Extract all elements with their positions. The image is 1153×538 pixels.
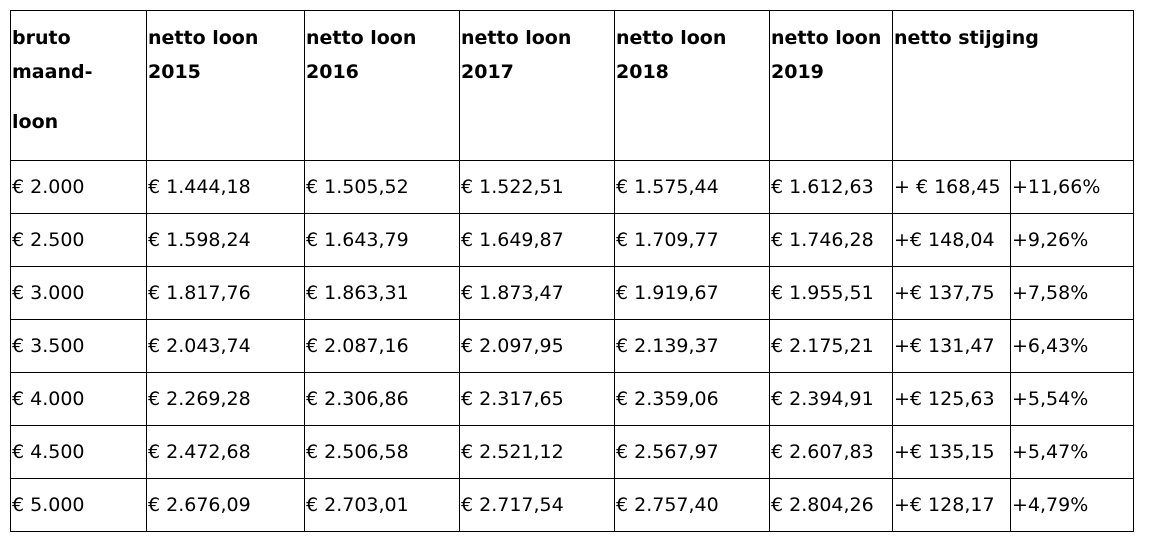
cell-stijging-percentage: +5,54% <box>1011 373 1134 426</box>
header-bruto-maandloon: bruto maand- loon <box>11 11 147 161</box>
cell-stijging-percentage: +6,43% <box>1011 320 1134 373</box>
cell-stijging-percentage: +11,66% <box>1011 161 1134 214</box>
cell-stijging-bedrag: +€ 148,04 <box>893 214 1011 267</box>
cell-netto-2016: € 1.643,79 <box>305 214 460 267</box>
table-row <box>11 214 1134 267</box>
cell-stijging-bedrag: +€ 128,17 <box>893 479 1011 532</box>
table-row <box>11 161 1134 214</box>
cell-netto-2015: € 2.043,74 <box>147 320 305 373</box>
table-row <box>11 320 1134 373</box>
table-row <box>11 267 1134 320</box>
cell-netto-2019: € 2.607,83 <box>770 426 893 479</box>
cell-netto-2018: € 2.139,37 <box>615 320 770 373</box>
header-netto-2015: netto loon 2015 <box>147 11 305 161</box>
table-row <box>11 373 1134 426</box>
table-row <box>11 426 1134 479</box>
cell-netto-2015: € 2.676,09 <box>147 479 305 532</box>
cell-bruto: € 2.500 <box>11 214 147 267</box>
cell-netto-2017: € 2.097,95 <box>460 320 615 373</box>
cell-bruto: € 5.000 <box>11 479 147 532</box>
cell-netto-2015: € 1.444,18 <box>147 161 305 214</box>
header-netto-2018: netto loon 2018 <box>615 11 770 161</box>
cell-netto-2018: € 1.709,77 <box>615 214 770 267</box>
cell-netto-2015: € 2.269,28 <box>147 373 305 426</box>
cell-netto-2015: € 2.472,68 <box>147 426 305 479</box>
cell-bruto: € 4.000 <box>11 373 147 426</box>
cell-netto-2019: € 2.804,26 <box>770 479 893 532</box>
cell-netto-2016: € 1.505,52 <box>305 161 460 214</box>
cell-netto-2017: € 2.521,12 <box>460 426 615 479</box>
cell-netto-2019: € 2.175,21 <box>770 320 893 373</box>
salary-table <box>10 10 1134 532</box>
cell-netto-2018: € 1.919,67 <box>615 267 770 320</box>
cell-stijging-percentage: +5,47% <box>1011 426 1134 479</box>
header-netto-2017: netto loon 2017 <box>460 11 615 161</box>
cell-netto-2018: € 2.757,40 <box>615 479 770 532</box>
cell-netto-2019: € 1.746,28 <box>770 214 893 267</box>
cell-netto-2018: € 1.575,44 <box>615 161 770 214</box>
cell-netto-2016: € 1.863,31 <box>305 267 460 320</box>
cell-netto-2016: € 2.506,58 <box>305 426 460 479</box>
cell-netto-2019: € 1.955,51 <box>770 267 893 320</box>
header-row <box>11 11 1134 161</box>
cell-netto-2017: € 2.317,65 <box>460 373 615 426</box>
cell-netto-2017: € 1.649,87 <box>460 214 615 267</box>
cell-netto-2019: € 2.394,91 <box>770 373 893 426</box>
cell-stijging-percentage: +7,58% <box>1011 267 1134 320</box>
cell-netto-2017: € 1.522,51 <box>460 161 615 214</box>
cell-stijging-bedrag: +€ 125,63 <box>893 373 1011 426</box>
cell-stijging-bedrag: +€ 131,47 <box>893 320 1011 373</box>
cell-netto-2016: € 2.087,16 <box>305 320 460 373</box>
cell-stijging-percentage: +9,26% <box>1011 214 1134 267</box>
cell-netto-2017: € 1.873,47 <box>460 267 615 320</box>
cell-stijging-percentage: +4,79% <box>1011 479 1134 532</box>
cell-stijging-bedrag: + € 168,45 <box>893 161 1011 214</box>
cell-netto-2016: € 2.306,86 <box>305 373 460 426</box>
header-netto-2016: netto loon 2016 <box>305 11 460 161</box>
cell-netto-2018: € 2.359,06 <box>615 373 770 426</box>
cell-bruto: € 2.000 <box>11 161 147 214</box>
cell-stijging-bedrag: +€ 135,15 <box>893 426 1011 479</box>
cell-netto-2016: € 2.703,01 <box>305 479 460 532</box>
cell-netto-2019: € 1.612,63 <box>770 161 893 214</box>
cell-bruto: € 4.500 <box>11 426 147 479</box>
cell-netto-2015: € 1.817,76 <box>147 267 305 320</box>
cell-bruto: € 3.500 <box>11 320 147 373</box>
cell-netto-2018: € 2.567,97 <box>615 426 770 479</box>
cell-bruto: € 3.000 <box>11 267 147 320</box>
header-netto-2019: netto loon 2019 <box>770 11 893 161</box>
cell-netto-2015: € 1.598,24 <box>147 214 305 267</box>
cell-stijging-bedrag: +€ 137,75 <box>893 267 1011 320</box>
cell-netto-2017: € 2.717,54 <box>460 479 615 532</box>
header-netto-stijging: netto stijging <box>893 11 1134 161</box>
table-row <box>11 479 1134 532</box>
